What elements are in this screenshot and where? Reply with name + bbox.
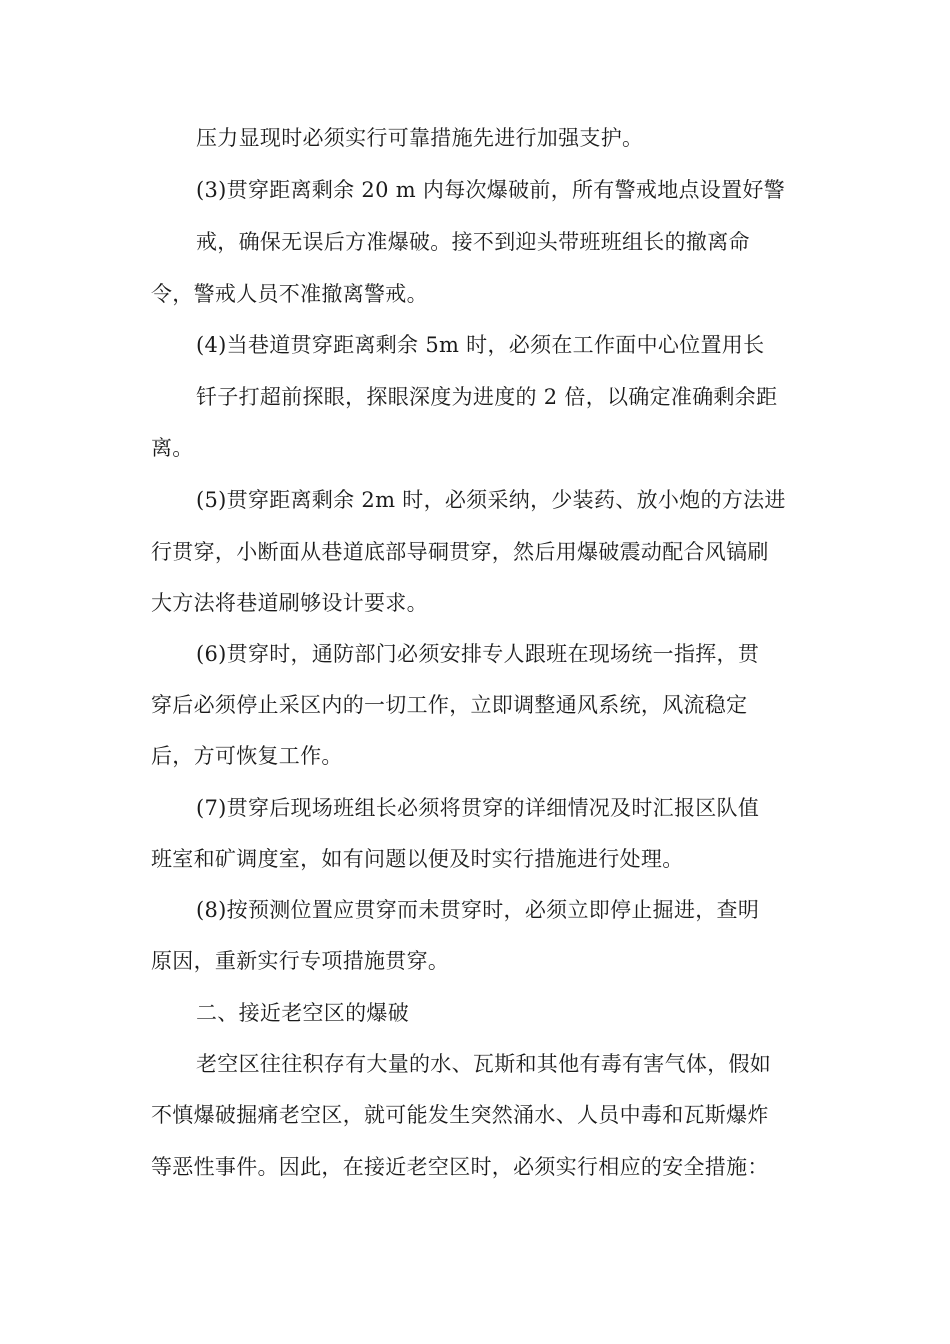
text-line: 大方法将巷道刷够设计要求。 [151, 591, 428, 615]
text-line: 压力显现时必须实行可靠措施先进行加强支护。 [196, 126, 644, 150]
text-line: 老空区往往积存有大量的水、瓦斯和其他有毒有害气体，假如 [196, 1052, 772, 1076]
text-line: 钎子打超前探眼，探眼深度为进度的 2 倍，以确定准确剩余距 [196, 385, 778, 409]
section-heading: 二、接近老空区的爆破 [196, 1001, 409, 1025]
text-line: (7)贯穿后现场班组长必须将贯穿的详细情况及时汇报区队值 [196, 796, 760, 820]
text-line: 原因，重新实行专项措施贯穿。 [151, 949, 450, 973]
text-line: 班室和矿调度室，如有问题以便及时实行措施进行处理。 [151, 847, 684, 871]
text-line: 行贯穿，小断面从巷道底部导硐贯穿，然后用爆破震动配合风镐刷 [151, 540, 769, 564]
text-line: 离。 [151, 436, 194, 460]
text-line: (3)贯穿距离剩余 20 m 内每次爆破前，所有警戒地点设置好警 [196, 178, 786, 202]
text-line: (6)贯穿时，通防部门必须安排专人跟班在现场统一指挥，贯 [196, 642, 760, 666]
text-line: 令，警戒人员不准撤离警戒。 [151, 282, 428, 306]
text-line: (8)按预测位置应贯穿而未贯穿时，必须立即停止掘进，查明 [196, 898, 760, 922]
text-line: (4)当巷道贯穿距离剩余 5m 时，必须在工作面中心位置用长 [196, 333, 765, 357]
text-line: 穿后必须停止采区内的一切工作，立即调整通风系统，风流稳定 [151, 693, 748, 717]
text-line: 戒，确保无误后方准爆破。接不到迎头带班班组长的撤离命 [196, 230, 750, 254]
text-line: 不慎爆破掘痛老空区，就可能发生突然涌水、人员中毒和瓦斯爆炸 [151, 1103, 769, 1127]
text-line: 等恶性事件。因此，在接近老空区时，必须实行相应的安全措施： [151, 1155, 769, 1179]
text-line: (5)贯穿距离剩余 2m 时，必须采纳，少装药、放小炮的方法进 [196, 488, 786, 512]
text-line: 后，方可恢复工作。 [151, 744, 343, 768]
